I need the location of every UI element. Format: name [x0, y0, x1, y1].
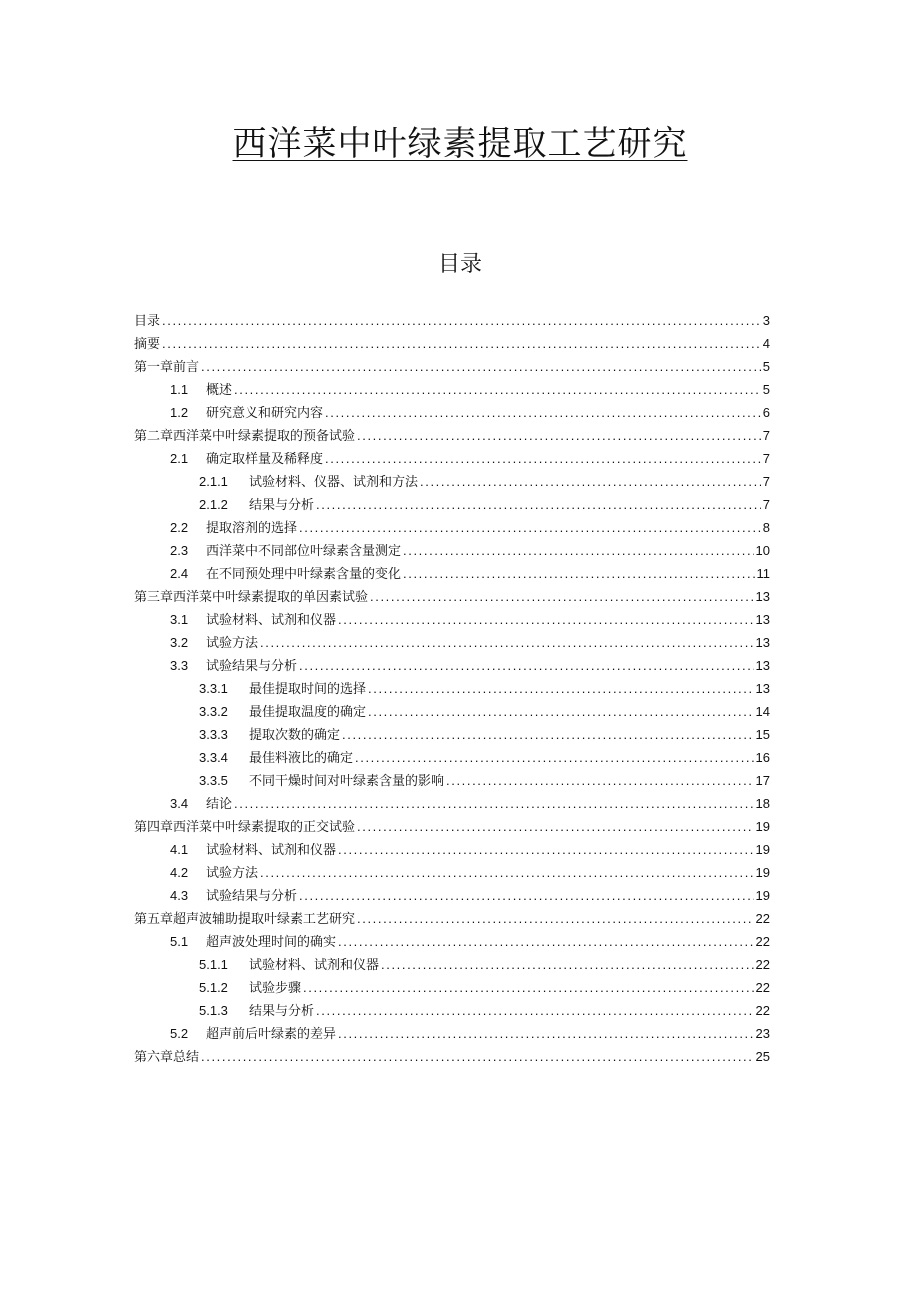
toc-dot-leader: [234, 792, 754, 815]
toc-entry-number: 3.4: [170, 796, 189, 811]
table-of-contents: [134, 309, 770, 1068]
toc-page-number: 16: [755, 750, 770, 765]
toc-entry-number: 2.1: [170, 451, 189, 466]
toc-entry-title: 试验材料、试剂和仪器: [206, 843, 337, 858]
toc-dot-leader: [260, 631, 754, 654]
toc-entry[interactable]: [134, 585, 770, 608]
toc-entry[interactable]: [134, 930, 770, 953]
toc-heading: 目录: [437, 252, 482, 277]
toc-entry[interactable]: [134, 562, 770, 585]
toc-entry[interactable]: [134, 516, 770, 539]
toc-page-number: 23: [755, 1026, 770, 1041]
toc-entry-number: 2.1.1: [199, 474, 228, 489]
toc-page-number: 22: [755, 911, 770, 926]
toc-entry-title: 第四章西洋菜中叶绿素提取的正交试验: [134, 820, 356, 835]
toc-page-number: 4: [762, 336, 770, 351]
toc-entry-number: 5.2: [170, 1026, 189, 1041]
toc-entry-number: 3.2: [170, 635, 189, 650]
toc-dot-leader: [403, 539, 754, 562]
toc-entry-number: 2.4: [170, 566, 189, 581]
toc-page-number: 25: [755, 1049, 770, 1064]
toc-entry-number: 3.3.4: [199, 750, 228, 765]
toc-entry[interactable]: [134, 493, 770, 516]
document-title: [0, 122, 920, 166]
toc-entry[interactable]: [134, 700, 770, 723]
toc-entry[interactable]: [134, 447, 770, 470]
toc-dot-leader: [325, 447, 761, 470]
toc-entry-title: 最佳提取时间的选择: [249, 682, 367, 697]
toc-entry-title: 试验材料、仪器、试剂和方法: [249, 475, 419, 490]
toc-dot-leader: [338, 1022, 754, 1045]
toc-page-number: 22: [755, 1003, 770, 1018]
toc-entry-title: 最佳料液比的确定: [249, 751, 354, 766]
toc-entry[interactable]: [134, 999, 770, 1022]
toc-entry-title: 提取次数的确定: [249, 728, 341, 743]
toc-dot-leader: [316, 493, 761, 516]
toc-entry-title: 试验结果与分析: [206, 889, 298, 904]
toc-dot-leader: [162, 309, 761, 332]
toc-page-number: 22: [755, 957, 770, 972]
toc-dot-leader: [381, 953, 754, 976]
toc-dot-leader: [420, 470, 761, 493]
toc-page-number: 19: [755, 888, 770, 903]
toc-entry[interactable]: [134, 355, 770, 378]
toc-entry-title: 结论: [206, 797, 233, 812]
toc-entry-title: 试验方法: [206, 866, 259, 881]
toc-dot-leader: [234, 378, 761, 401]
toc-dot-leader: [162, 332, 761, 355]
toc-entry-title: 试验结果与分析: [206, 659, 298, 674]
toc-dot-leader: [370, 585, 754, 608]
toc-entry-number: 3.3.2: [199, 704, 228, 719]
toc-entry[interactable]: [134, 378, 770, 401]
toc-page-number: 8: [762, 520, 770, 535]
toc-entry[interactable]: [134, 677, 770, 700]
toc-page-number: 13: [755, 612, 770, 627]
toc-dot-leader: [446, 769, 754, 792]
toc-entry-number: 1.1: [170, 382, 189, 397]
toc-entry-number: 5.1: [170, 934, 189, 949]
toc-entry-title: 试验步骤: [249, 981, 302, 996]
toc-dot-leader: [338, 838, 754, 861]
toc-entry[interactable]: [134, 838, 770, 861]
toc-entry-number: 2.3: [170, 543, 189, 558]
toc-dot-leader: [338, 608, 754, 631]
toc-entry-number: 3.1: [170, 612, 189, 627]
toc-entry[interactable]: [134, 332, 770, 355]
toc-entry-title: 第二章西洋菜中叶绿素提取的预备试验: [134, 429, 356, 444]
toc-entry-title: 提取溶剂的选择: [206, 521, 298, 536]
toc-dot-leader: [342, 723, 754, 746]
toc-entry-title: 研究意义和研究内容: [206, 406, 324, 421]
toc-entry[interactable]: [134, 539, 770, 562]
toc-entry-number: 2.2: [170, 520, 189, 535]
toc-entry-title: 试验材料、试剂和仪器: [206, 613, 337, 628]
toc-page-number: 5: [762, 382, 770, 397]
toc-entry-title: 最佳提取温度的确定: [249, 705, 367, 720]
toc-entry[interactable]: [134, 861, 770, 884]
toc-page-number: 10: [755, 543, 770, 558]
toc-dot-leader: [368, 677, 754, 700]
toc-page-number: 7: [762, 474, 770, 489]
toc-dot-leader: [299, 654, 754, 677]
toc-page-number: 14: [755, 704, 770, 719]
toc-page-number: 13: [755, 635, 770, 650]
toc-entry[interactable]: [134, 309, 770, 332]
toc-page-number: 15: [755, 727, 770, 742]
document-title-text: 西洋菜中叶绿素提取工艺研究: [232, 124, 688, 164]
toc-entry[interactable]: [134, 424, 770, 447]
toc-page-number: 11: [756, 566, 770, 581]
toc-dot-leader: [357, 815, 754, 838]
toc-entry-number: 3.3.5: [199, 773, 228, 788]
toc-dot-leader: [357, 424, 761, 447]
toc-page-number: 7: [762, 451, 770, 466]
toc-entry[interactable]: [134, 1045, 770, 1068]
toc-entry[interactable]: [134, 815, 770, 838]
toc-dot-leader: [368, 700, 754, 723]
toc-entry[interactable]: [134, 792, 770, 815]
toc-page-number: 13: [755, 589, 770, 604]
toc-page-number: 13: [755, 658, 770, 673]
toc-dot-leader: [201, 355, 761, 378]
toc-entry[interactable]: [134, 884, 770, 907]
toc-entry-title: 概述: [206, 383, 233, 398]
toc-entry-number: 3.3.3: [199, 727, 228, 742]
toc-entry[interactable]: [134, 470, 770, 493]
toc-page-number: 7: [762, 497, 770, 512]
toc-entry-number: 2.1.2: [199, 497, 228, 512]
toc-entry-title: 确定取样量及稀释度: [206, 452, 324, 467]
toc-entry-number: 4.1: [170, 842, 189, 857]
toc-dot-leader: [303, 976, 754, 999]
toc-page-number: 17: [755, 773, 770, 788]
toc-entry[interactable]: [134, 953, 770, 976]
toc-entry[interactable]: [134, 1022, 770, 1045]
toc-entry-title: 在不同预处理中叶绿素含量的变化: [206, 567, 402, 582]
toc-page-number: 19: [755, 865, 770, 880]
toc-entry-title: 摘要: [134, 337, 161, 352]
toc-entry-title: 第三章西洋菜中叶绿素提取的单因素试验: [134, 590, 369, 605]
toc-entry-title: 结果与分析: [249, 498, 315, 513]
toc-entry[interactable]: [134, 608, 770, 631]
toc-dot-leader: [260, 861, 754, 884]
toc-dot-leader: [316, 999, 754, 1022]
toc-entry-title: 超声波处理时间的确实: [206, 935, 337, 950]
toc-entry-number: 4.3: [170, 888, 189, 903]
toc-entry-number: 5.1.2: [199, 980, 228, 995]
toc-entry-number: 5.1.3: [199, 1003, 228, 1018]
toc-entry-title: 第一章前言: [134, 360, 200, 375]
toc-entry-title: 目录: [134, 314, 161, 329]
toc-entry-title: 试验材料、试剂和仪器: [249, 958, 380, 973]
toc-dot-leader: [299, 884, 754, 907]
toc-entry-title: 结果与分析: [249, 1004, 315, 1019]
toc-entry-title: 试验方法: [206, 636, 259, 651]
toc-entry[interactable]: [134, 654, 770, 677]
toc-entry-number: 3.3.1: [199, 681, 228, 696]
toc-entry[interactable]: [134, 631, 770, 654]
toc-entry-title: 不同干燥时间对叶绿素含量的影响: [249, 774, 445, 789]
toc-page-number: 19: [755, 819, 770, 834]
toc-entry-title: 西洋菜中不同部位叶绿素含量测定: [206, 544, 402, 559]
toc-dot-leader: [403, 562, 754, 585]
toc-dot-leader: [201, 1045, 754, 1068]
toc-entry[interactable]: [134, 723, 770, 746]
toc-entry[interactable]: [134, 907, 770, 930]
toc-entry[interactable]: [134, 976, 770, 999]
toc-page-number: 6: [762, 405, 770, 420]
toc-dot-leader: [299, 516, 761, 539]
toc-entry-number: 5.1.1: [199, 957, 228, 972]
toc-page-number: 22: [755, 934, 770, 949]
toc-entry-title: 第六章总结: [134, 1050, 200, 1065]
toc-page-number: 19: [755, 842, 770, 857]
toc-entry-number: 4.2: [170, 865, 189, 880]
toc-page-number: 22: [755, 980, 770, 995]
toc-entry-title: 超声前后叶绿素的差异: [206, 1027, 337, 1042]
toc-entry-number: 1.2: [170, 405, 189, 420]
toc-entry-number: 3.3: [170, 658, 189, 673]
toc-dot-leader: [357, 907, 754, 930]
toc-entry[interactable]: [134, 769, 770, 792]
toc-dot-leader: [355, 746, 754, 769]
toc-dot-leader: [338, 930, 754, 953]
toc-page-number: 7: [762, 428, 770, 443]
toc-entry-title: 第五章超声波辅助提取叶绿素工艺研究: [134, 912, 356, 927]
toc-page-number: 18: [755, 796, 770, 811]
toc-page-number: 5: [762, 359, 770, 374]
toc-entry[interactable]: [134, 746, 770, 769]
toc-page-number: 13: [755, 681, 770, 696]
toc-entry[interactable]: [134, 401, 770, 424]
toc-dot-leader: [325, 401, 761, 424]
toc-page-number: 3: [762, 313, 770, 328]
